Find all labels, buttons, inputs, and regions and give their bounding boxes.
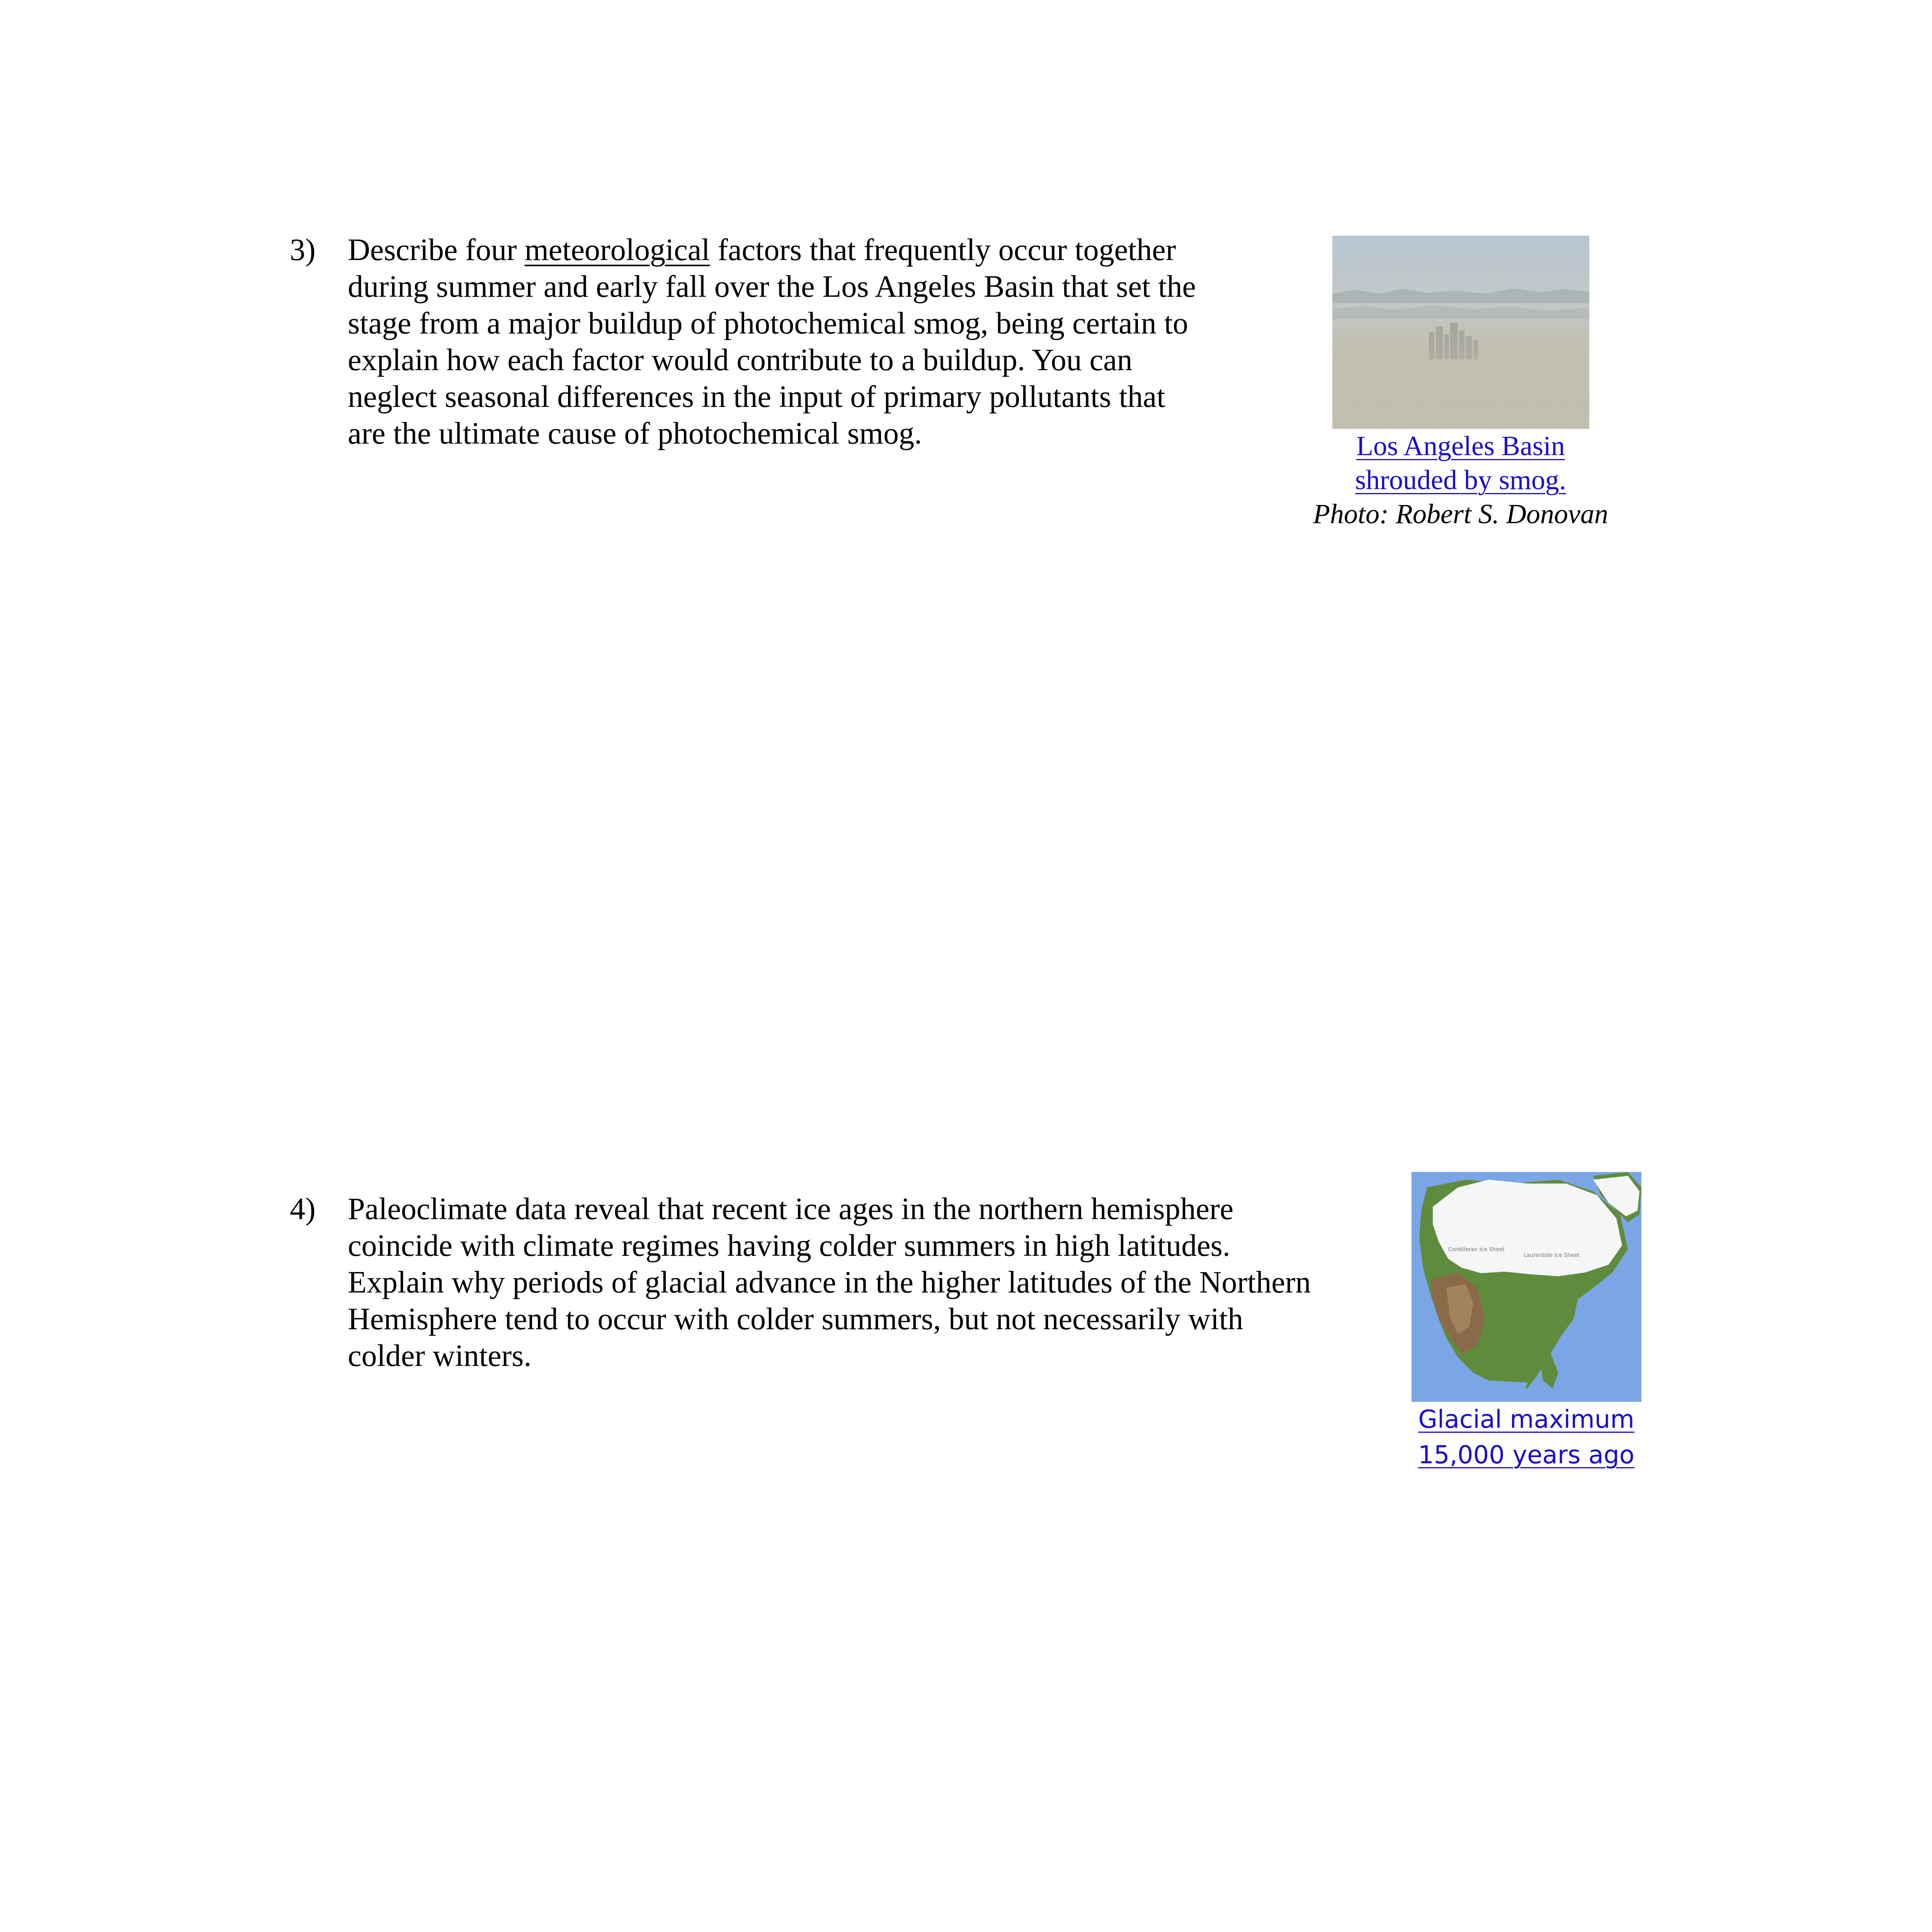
- map-label-laurentide: Laurentide Ice Sheet: [1523, 1252, 1580, 1259]
- question-line: Explain why periods of glacial advance in the higher latitudes of the Northern: [348, 1265, 1311, 1299]
- question-3: [290, 232, 1256, 464]
- question-line: are the ultimate cause of photochemical smog.: [348, 417, 922, 451]
- question-line: stage from a major buildup of photochemical smog, being certain to: [348, 306, 1188, 340]
- glacier-caption-link[interactable]: Glacial maximum: [1418, 1405, 1634, 1434]
- question-line: colder winters.: [348, 1339, 532, 1373]
- question-4: [290, 1191, 1372, 1384]
- question-line: [348, 232, 1196, 269]
- text-segment: factors that frequently occur together: [710, 233, 1176, 267]
- question-number: 3): [290, 233, 316, 267]
- glacial-map: [1412, 1172, 1641, 1402]
- photo-credit: Photo: Robert S. Donovan: [1313, 498, 1608, 529]
- smog-caption-link[interactable]: Los Angeles Basin: [1356, 430, 1565, 461]
- smog-caption-link-line2[interactable]: shrouded by smog.: [1355, 464, 1566, 495]
- smog-figure: [1287, 236, 1634, 531]
- underlined-term: meteorological: [524, 233, 710, 267]
- question-text: [348, 232, 1196, 452]
- question-text: [348, 1191, 1311, 1374]
- smog-photo: [1332, 236, 1589, 429]
- question-line: coincide with climate regimes having colder summers in high latitudes.: [348, 1229, 1230, 1263]
- glacier-figure: [1399, 1172, 1654, 1473]
- question-line: explain how each factor would contribute to a buildup. You can: [348, 343, 1133, 377]
- question-line: neglect seasonal differences in the input of primary pollutants that: [348, 380, 1165, 414]
- question-line: during summer and early fall over the Los Angeles Basin that set the: [348, 270, 1196, 304]
- glacier-caption-link-line2[interactable]: 15,000 years ago: [1418, 1441, 1634, 1469]
- question-number: 4): [290, 1192, 316, 1226]
- text-segment: Describe four: [348, 233, 525, 267]
- question-line: Paleoclimate data reveal that recent ice ages in the northern hemisphere: [348, 1192, 1234, 1226]
- map-label-cordilleran: Cordilleran Ice Sheet: [1448, 1247, 1505, 1253]
- question-line: Hemisphere tend to occur with colder summers, but not necessarily with: [348, 1302, 1243, 1336]
